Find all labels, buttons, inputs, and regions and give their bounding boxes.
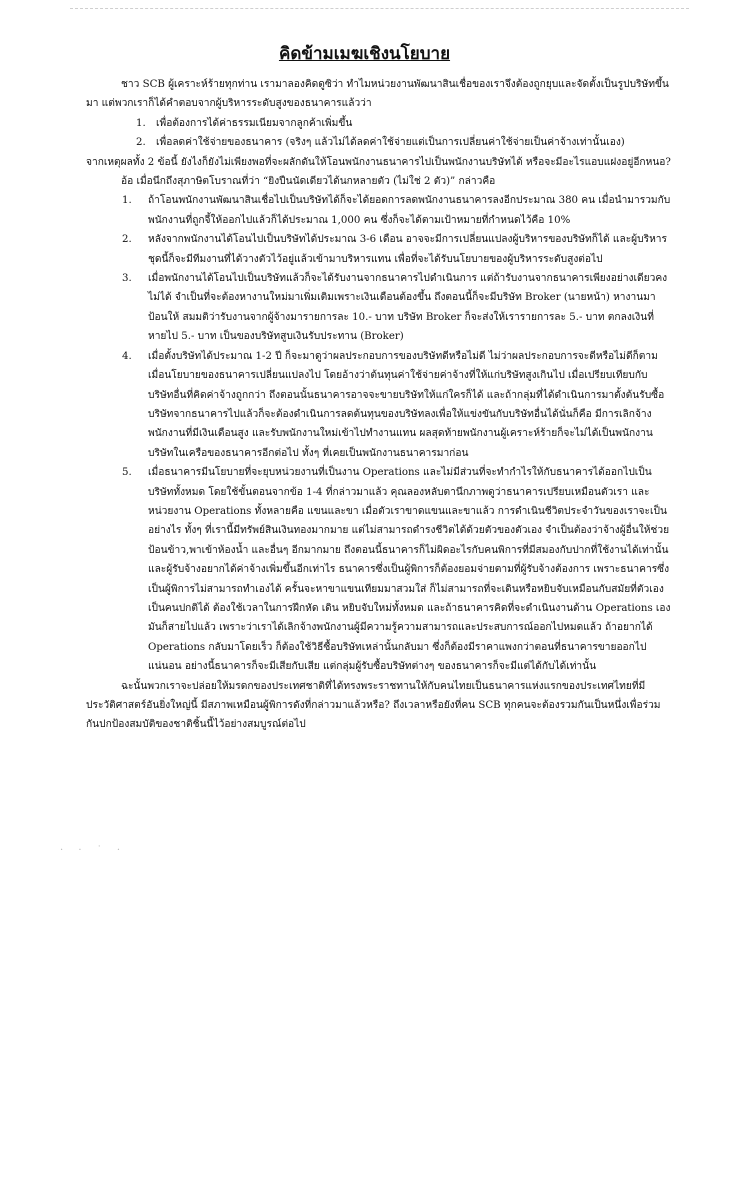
- point-number: 2.: [122, 234, 132, 246]
- point-item: [86, 463, 671, 676]
- point-item: [86, 269, 671, 347]
- reason-text: เพื่อต้องการได้ค่าธรรมเนียมจากลูกค้าเพิ่มขึ้น: [156, 117, 353, 129]
- reason-number: 2.: [136, 137, 146, 149]
- point-number: 4.: [122, 350, 132, 362]
- reason-text: เพื่อลดค่าใช้จ่ายของธนาคาร (จริงๆ แล้วไม่ได้ลดค่าใช้จ่ายแต่เป็นการเปลี่ยนค่าใช้จ่ายเป็นค่าจ้างเท่านั้นเอง): [156, 137, 625, 149]
- point-text: เมื่อตั้งบริษัทได้ประมาณ 1-2 ปี ก็จะมาดูว่าผลประกอบการของบริษัทดีหรือไม่ดี ไม่ว่าผลประกอบการจะดีหรือไม่ดีก็ตาม เมื่อนโยบายของธนาคารเปลี่ยนแปลงไป โดยอ้างว่าต้นทุนค่าใช้จ่ายค่าจ้างที่ให้แก่บริษัทสูงเกินไป เมื่อเปรียบเทียบกับบริษัทอื่นที่คิดค่าจ้างถูกกว่า ถึงตอนนั้นธนาคารอาจจะขายบริษัทให้แก่ใครก็ได้ และถ้ากลุ่มที่ได้ดำเนินการมาตั้งต้นรับซื้อบริษัทจากธนาคารไปแล้วก็จะต้องดำเนินการลดต้นทุนของบริษัทลงเพื่อให้แข่งขันกับบริษัทอื่นได้นั่นก็คือ มีการเลิกจ้างพนักงานที่มีเงินเดือนสูง และรับพนักงานใหม่เข้าไปทำงานแทน ผลสุดท้ายพนักงานผู้เคราะห์ร้ายก็จะไม่ได้เป็นพนักงานบริษัทในเครือของธนาคารอีกต่อไป ทั้งๆ ที่เคยเป็นพนักงานธนาคารมาก่อน: [148, 350, 665, 459]
- scan-noise: · · ˙ ·: [60, 845, 127, 856]
- point-item: [86, 347, 671, 463]
- intro-paragraph: ชาว SCB ผู้เคราะห์ร้ายทุกท่าน เรามาลองคิดดูซิว่า ทำไมหน่วยงานพัฒนาสินเชื่อของเราจึงต้องถูกยุบและจัดตั้งเป็นรูปบริษัทขึ้นมา แต่พวกเราก็ได้คำตอบจากผู้บริหารระดับสูงของธนาคารแล้วว่า: [86, 79, 669, 110]
- reason-number: 1.: [136, 117, 146, 129]
- point-item: [86, 230, 671, 269]
- point-list: [86, 191, 671, 676]
- document-body: [86, 75, 671, 735]
- document-title: คิดข้ามเมฆเชิงนโยบาย: [278, 44, 451, 64]
- proverb-paragraph: อ้อ เมื่อนึกถึงสุภาษิตโบราณที่ว่า “ยิงปืนนัดเดียวได้นกหลายตัว (ไม่ใช่ 2 ตัว)” กล่าวคือ: [121, 176, 496, 188]
- point-text: ถ้าโอนพนักงานพัฒนาสินเชื่อไปเป็นบริษัทได้ก็จะได้ยอดการลดพนักงานธนาคารลงอีกประมาณ 380 คน เมื่อนำมารวมกับพนักงานที่ถูกจี้ให้ออกไปแล้วก็ได้ประมาณ 1,000 คน ซึ่งก็จะได้ตามเป้าหมายที่กำหนดไว้คือ 10%: [148, 195, 671, 226]
- reason-item: [86, 114, 671, 133]
- point-number: 1.: [122, 195, 132, 207]
- point-number: 5.: [122, 467, 132, 479]
- scan-edge-line: [70, 8, 689, 9]
- point-number: 3.: [122, 273, 132, 285]
- reason-item: [86, 133, 671, 152]
- point-text: หลังจากพนักงานได้โอนไปเป็นบริษัทได้ประมาณ 3-6 เดือน อาจจะมีการเปลี่ยนแปลงผู้บริหารของบริษัทก็ได้ และผู้บริหารชุดนี้ก็จะมีทีมงานที่ได้วางตัวไว้อยู่แล้วเข้ามาบริหารแทน เพื่อที่จะได้รับนโยบายของผู้บริหารระดับสูงต่อไป: [148, 234, 667, 265]
- point-item: [86, 191, 671, 230]
- point-text: เมื่อธนาคารมีนโยบายที่จะยุบหน่วยงานที่เป็นงาน Operations และไม่มีส่วนที่จะทำกำไรให้กับธนาคารได้ออกไปเป็นบริษัททั้งหมด โดยใช้ขั้นตอนจากข้อ 1-4 ที่กล่าวมาแล้ว คุณลองหลับตานึกภาพดูว่าธนาคารเปรียบเหมือนตัวเรา และหน่วยงาน Operations ทั้งหลายคือ แขนและขา เมื่อตัวเราขาดแขนและขาแล้ว การดำเนินชีวิตประจำวันของเราจะเป็นอย่างไร ทั้งๆ ที่เรานี้มีทรัพย์สินเงินทองมากมาย แต่ไม่สามารถดำรงชีวิตได้ด้วยตัวของตัวเอง จำเป็นต้องว่าจ้างผู้อื่นให้ช่วยป้อนข้าว,พาเข้าห้องน้ำ และอื่นๆ อีกมากมาย ถึงตอนนี้ธนาคารก็ไม่ผิดอะไรกับคนพิการที่มีสมองกับปากที่ใช้งานได้เท่านั้นและผู้รับจ้างอยากได้ค่าจ้างเพิ่มขึ้นอีกเท่าไร ธนาคารซึ่งเป็นผู้พิการก็ต้องยอมจ่ายตามที่ผู้รับจ้างต้องการ เพราะธนาคารซึ่งเป็นผู้พิการไม่สามารถทำเองได้ ครั้นจะหาขาแขนเทียมมาสวมใส่ ก็ไม่สามารถที่จะเดินหรือหยิบจับเหมือนกับสมัยที่ตัวเองเป็นคนปกติได้ ต้องใช้เวลาในการฝึกหัด เดิน หยิบจับใหม่ทั้งหมด และถ้าธนาคารคิดที่จะดำเนินงานด้าน Operations เอง มันก็สายไปแล้ว เพราะว่าเราได้เลิกจ้างพนักงานผู้มีความรู้ความสามารถและประสบการณ์ออกไปหมดแล้ว ถ้าอยากได้ Operations กลับมาโดยเร็ว ก็ต้องใช้วิธีซื้อบริษัทเหล่านั้นกลับมา ซึ่งก็ต้องมีราคาแพงกว่าตอนที่ธนาคารขายออกไปแน่นอน อย่างนี้ธนาคารก็จะมีเสียกับเสีย แต่กลุ่มผู้รับซื้อบริษัทต่างๆ ของธนาคารก็จะมีแต่ได้กับได้เท่านั้น: [148, 467, 671, 673]
- question-paragraph: จากเหตุผลทั้ง 2 ข้อนี้ ยังไงก็ยังไม่เพียงพอที่จะผลักดันให้โอนพนักงานธนาคารไปเป็นพนักงานบริษัทได้ หรือจะมีอะไรแอบแฝงอยู่อีกหนอ?: [86, 156, 671, 168]
- point-text: เมื่อพนักงานได้โอนไปเป็นบริษัทแล้วก็จะได้รับงานจากธนาคารไปดำเนินการ แต่ถ้ารับงานจากธนาคารเพียงอย่างเดียวคงไม่ได้ จำเป็นที่จะต้องหางานใหม่มาเพิ่มเติมเพราะเงินเดือนต้องขึ้น ถึงตอนนี้ก็จะมีบริษัท Broker (นายหน้า) หางานมาป้อนให้ สมมติว่ารับงานจากผู้จ้างมารายการละ 10.- บาท บริษัท Broker ก็จะส่งให้เรารายการละ 5.- บาท ตกลงเงินที่หายไป 5.- บาท เป็นของบริษัทสูบเงินรับประทาน (Broker): [148, 273, 668, 343]
- conclusion-paragraph: ฉะนั้นพวกเราจะปล่อยให้มรดกของประเทศชาติที่ได้ทรงพระราชทานให้กับคนไทยเป็นธนาคารแห่งแรกของประเทศไทยที่มีประวัติศาสตร์อันยิ่งใหญ่นี้ มีสภาพเหมือนผู้พิการดังที่กล่าวมาแล้วหรือ? ถึงเวลาหรือยังที่คน SCB ทุกคนจะต้องรวมกันเป็นหนึ่งเพื่อร่วมกันปกป้องสมบัติของชาติชิ้นนี้ไว้อย่างสมบูรณ์ต่อไป: [86, 680, 661, 731]
- reason-list: [86, 114, 671, 153]
